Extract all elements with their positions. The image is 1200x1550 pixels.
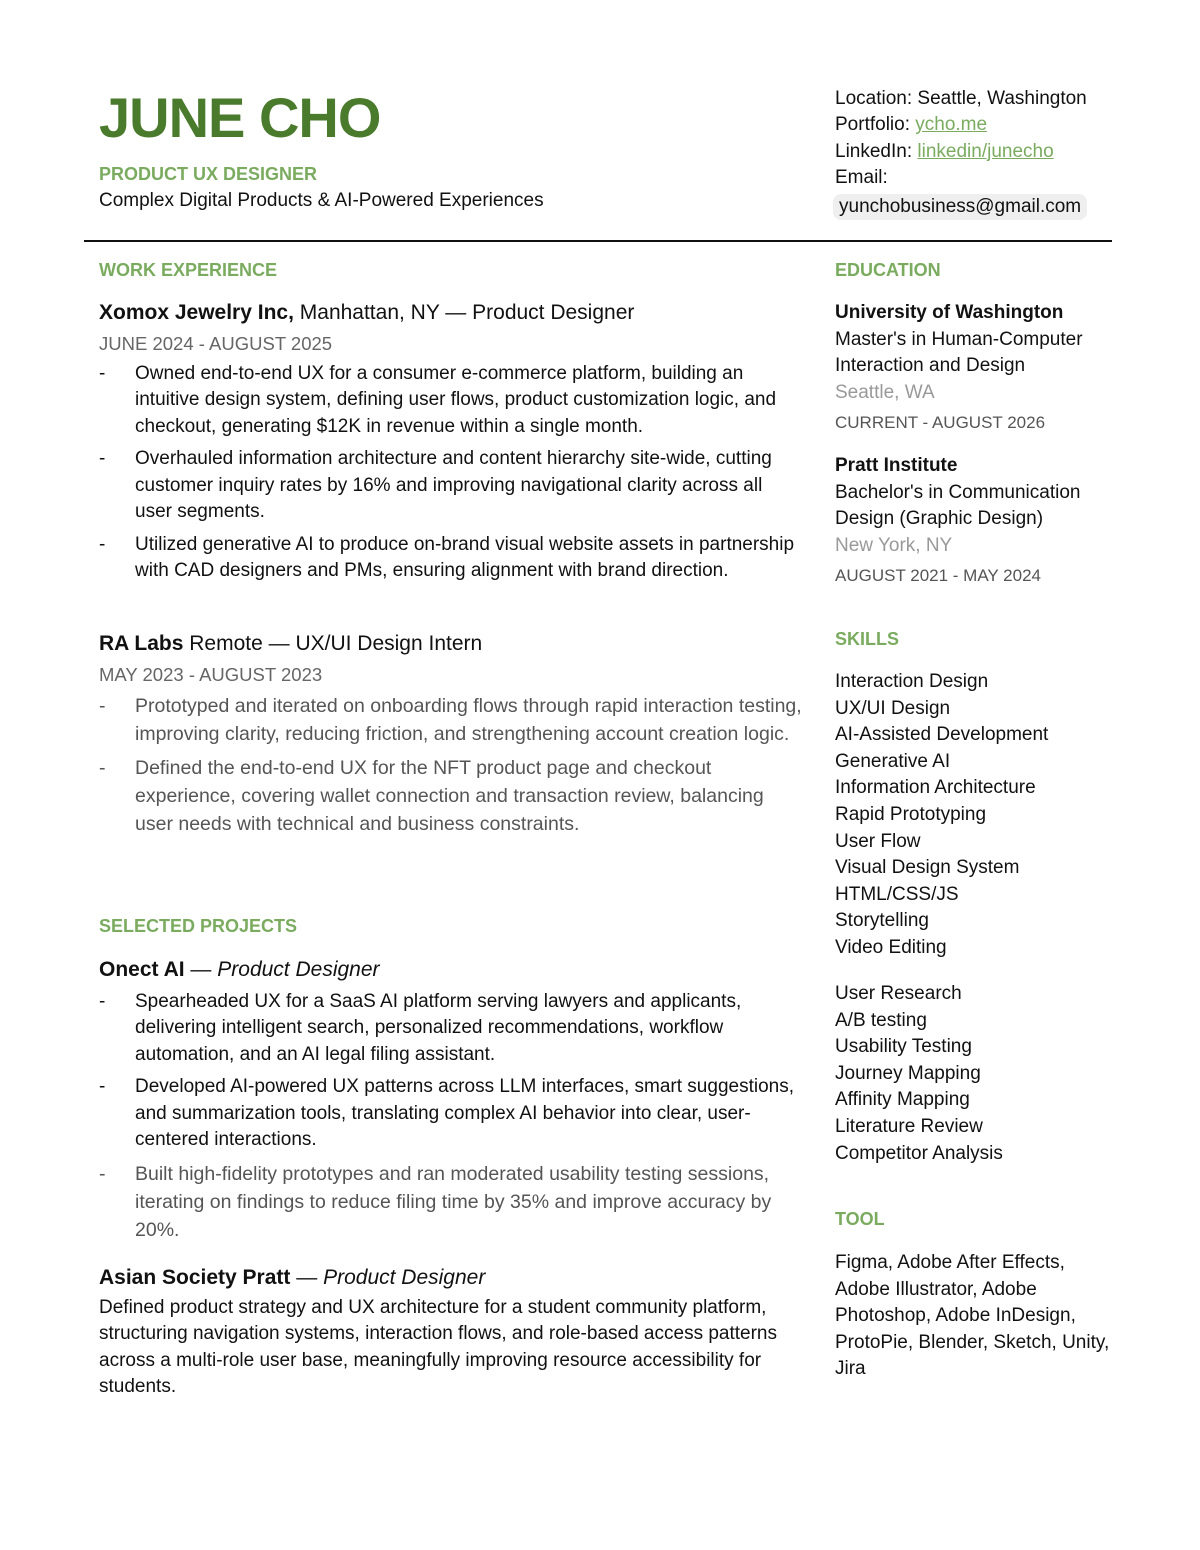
skill-item: Video Editing [835,936,947,958]
skill-item: User Research [835,983,962,1004]
job-company: RA Labs [99,632,184,655]
list-item: - Utilized generative AI to produce on-brand visual website assets in partnership with CAD designers and PMs, ensuring alignment with brand direction. [99,532,804,585]
skill-item: UX/UI Design [835,697,951,719]
job-title-xomox [99,299,634,327]
location-label: Location: [835,88,913,109]
job-company: Xomox Jewelry Inc, [99,301,294,324]
section-tool: TOOL [835,1209,885,1229]
list-item: - Owned end-to-end UX for a consumer e-commerce platform, building an intuitive design system, defining user flows, product customization logic, and checkout, generating $12K in revenue within a single month. [99,361,804,440]
project-dash: — [190,958,212,981]
resume-tagline: Complex Digital Products & AI-Powered Experiences [99,190,544,211]
list-item: - Prototyped and iterated on onboarding flows through rapid interaction testing, improving clarity, reducing friction, and strengthening account creation logic. [99,692,804,748]
education-location: New York, NY [835,534,953,556]
project-role: Product Designer [217,958,380,981]
email-chip[interactable]: yunchobusiness@gmail.com [833,194,1087,220]
skill-item: A/B testing [835,1009,927,1031]
section-education: EDUCATION [835,260,941,280]
skill-item: Interaction Design [835,671,989,692]
header-divider [84,240,1112,242]
project-title-onect [99,956,380,984]
list-item: - Defined the end-to-end UX for the NFT product page and checkout experience, covering wallet connection and transaction review, balancing user needs with technical and business constraints. [99,754,804,838]
project-title-asian-society [99,1264,485,1292]
education-dates: AUGUST 2021 - MAY 2024 [835,566,1041,585]
education-location: Seattle, WA [835,381,935,403]
skill-item: AI-Assisted Development [835,724,1049,746]
project-name: Onect AI [99,958,185,981]
job-detail: Remote — UX/UI Design Intern [189,632,483,655]
section-work-experience: WORK EXPERIENCE [99,260,278,280]
project-dash: — [296,1266,318,1289]
contact-location [835,86,1087,112]
skill-item: Generative AI [835,750,951,772]
education-degree: Bachelor's in Communication Design (Graphic Design) [835,481,1081,529]
list-item: - Overhauled information architecture and content hierarchy site-wide, cutting customer inquiry rates by 16% and improving navigational clarity across all user segments. [99,446,804,525]
portfolio-link[interactable]: ycho.me [915,114,988,136]
linkedin-label: LinkedIn: [835,140,913,162]
skill-item: Journey Mapping [835,1062,981,1084]
skill-item: User Flow [835,830,921,852]
skills-list-research [835,981,1003,1167]
location-value: Seattle, Washington [917,88,1087,109]
list-item: - Built high-fidelity prototypes and ran moderated usability testing sessions, iterating on findings to reduce filing time by 35% and improve accuracy by 20%. [99,1160,804,1244]
job-detail: Manhattan, NY — Product Designer [299,301,635,324]
job-dates-ra-labs: MAY 2023 - AUGUST 2023 [99,664,323,685]
education-dates: CURRENT - AUGUST 2026 [835,413,1046,432]
education-entry-pratt [835,453,1125,586]
skill-item: Usability Testing [835,1036,972,1058]
tools-list: Figma, Adobe After Effects, Adobe Illustrator, Adobe Photoshop, Adobe InDesign, ProtoPie, Blender, Sketch, Unity, Jira [835,1252,1110,1380]
job-bullets-ra-labs [99,692,804,844]
linkedin-link[interactable]: linkedin/junecho [917,140,1054,162]
skill-item: Rapid Prototyping [835,803,987,825]
list-item: - Developed AI-powered UX patterns across LLM interfaces, smart suggestions, and summarization tools, translating complex AI behavior into clear, user-centered interactions. [99,1074,804,1153]
skill-item: Storytelling [835,910,929,932]
skill-item: Affinity Mapping [835,1089,970,1111]
project-role: Product Designer [323,1266,486,1289]
contact-block [835,86,1087,220]
education-degree: Master's in Human-Computer Interaction and Design [835,328,1083,376]
resume-name: JUNE CHO [99,86,381,149]
contact-portfolio [835,112,1087,138]
skill-item: Visual Design System [835,857,1020,879]
job-title-ra-labs [99,630,482,658]
education-school: University of Washington [835,302,1064,323]
resume-role: PRODUCT UX DESIGNER [99,164,318,184]
education-school: Pratt Institute [835,455,958,476]
contact-email-label: Email: [835,167,888,189]
skill-item: Literature Review [835,1115,983,1137]
project-name: Asian Society Pratt [99,1266,291,1289]
portfolio-label: Portfolio: [835,114,910,136]
project-description-asian-society: Defined product strategy and UX architecture for a student community platform, structuring navigation systems, interaction flows, and role-based access patterns across a multi-role user base, meaningfully improving resource accessibility for students. [99,1297,777,1397]
education-entry-uw [835,300,1125,433]
contact-linkedin [835,139,1087,165]
project-bullets-onect [99,989,804,1250]
skill-item: Information Architecture [835,777,1036,799]
skill-item: HTML/CSS/JS [835,883,959,905]
section-selected-projects: SELECTED PROJECTS [99,916,298,936]
section-skills: SKILLS [835,629,900,649]
job-dates-xomox: JUNE 2024 - AUGUST 2025 [99,333,333,354]
job-bullets-xomox [99,361,804,591]
list-item: - Spearheaded UX for a SaaS AI platform serving lawyers and applicants, delivering intelligent search, personalized recommendations, workflow automation, and an AI legal filing assistant. [99,989,804,1068]
skill-item: Competitor Analysis [835,1142,1003,1164]
skills-list-primary [835,669,1048,962]
